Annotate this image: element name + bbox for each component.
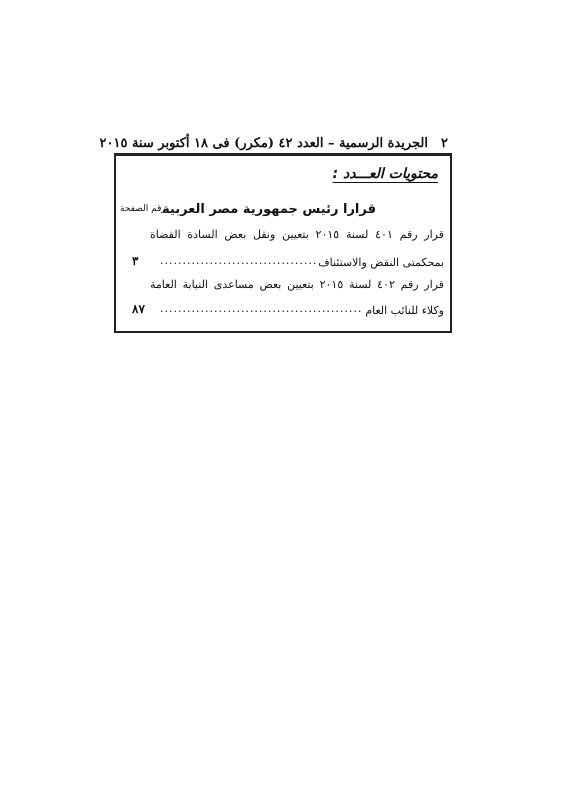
toc-entry-2-line-1: قرار رقم ٤٠٢ لسنة ٢٠١٥ بتعيين بعض مساعدى النيابة العامة xyxy=(150,278,445,291)
page-number-column-header: رقم الصفحة xyxy=(120,204,166,214)
table-of-contents xyxy=(114,153,452,333)
running-header xyxy=(99,136,448,154)
toc-entry-1-line-2: بمحكمتى النقض والاستئناف xyxy=(318,256,444,269)
toc-entry-2-line-2: وكلاء للنائب العام xyxy=(365,304,444,317)
toc-entry-2-leader-dots: ............................................. xyxy=(160,302,363,315)
section-title: قرارا رئيس جمهورية مصر العربية xyxy=(162,202,376,217)
toc-entry-2-page: ٨٧ xyxy=(132,302,145,316)
toc-heading: محتويات العـــدد : xyxy=(332,166,438,182)
toc-entry-1-leader-dots: ................................... xyxy=(160,254,318,267)
toc-entry-1-page: ٣ xyxy=(132,254,139,268)
page-number: ٢ xyxy=(441,136,448,151)
toc-entry-1-line-1: قرار رقم ٤٠١ لسنة ٢٠١٥ بتعيين ونقل بعض السادة القضاة xyxy=(150,228,444,241)
gazette-title: الجريدة الرسمية – العدد ٤٢ (مكرر) فى ١٨ أكتوبر سنة ٢٠١٥ xyxy=(99,136,428,151)
